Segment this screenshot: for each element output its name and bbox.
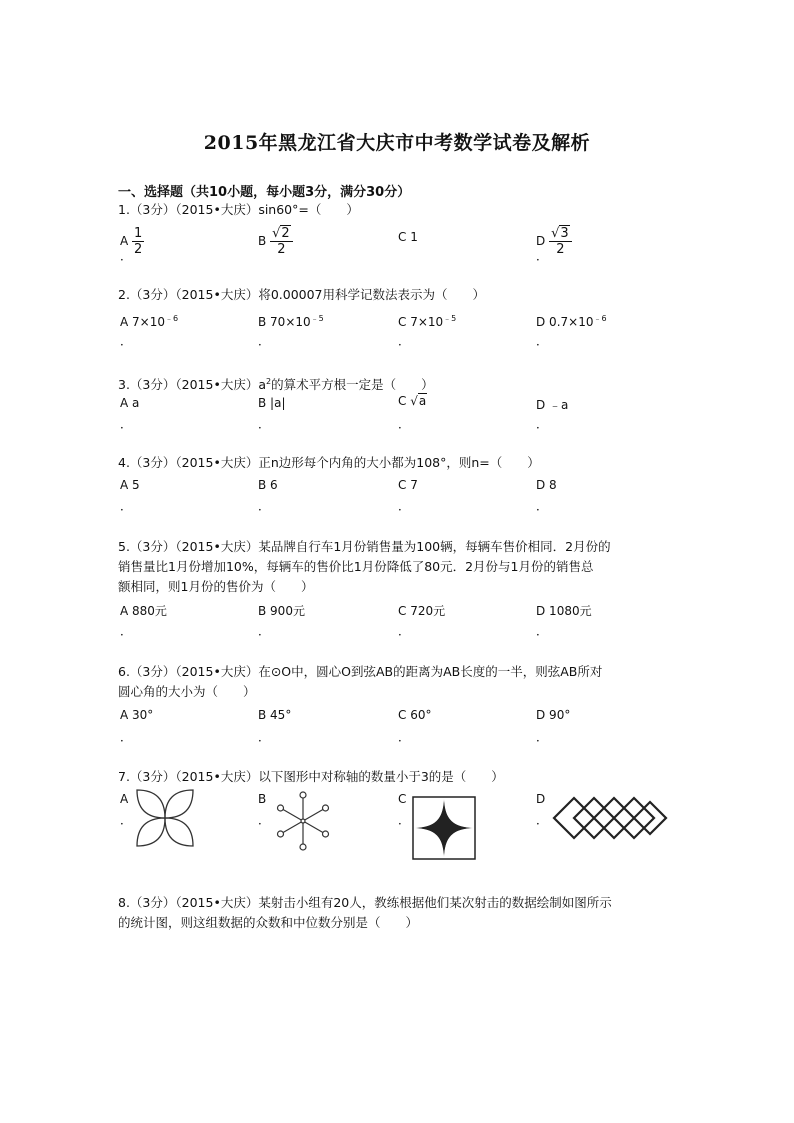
q6-option-b: B 45° — [258, 708, 292, 722]
flower-petal — [137, 790, 165, 818]
exponent: 2 — [265, 377, 272, 386]
option-dot: ． — [398, 334, 411, 348]
page-title: 2015年黑龙江省大庆市中考数学试卷及解析 — [203, 132, 591, 154]
star-arm — [303, 821, 326, 834]
fraction — [132, 226, 144, 257]
option-dot: ． — [536, 249, 549, 263]
option-dot: ． — [120, 249, 133, 263]
option-dot: ． — [258, 499, 271, 513]
q6-option-a: A 30° — [120, 708, 154, 722]
fraction-numerator: 1 — [134, 226, 143, 241]
fraction-denominator: 2 — [134, 242, 143, 257]
star-circle — [278, 805, 284, 811]
star-circle — [323, 805, 329, 811]
option-text: 1 — [410, 230, 418, 244]
option-dot: ． — [258, 730, 271, 744]
q1-option-c — [398, 230, 418, 244]
q5-option-a: A 880元 — [120, 604, 167, 618]
option-dot: ． — [120, 499, 133, 513]
question-6-stem-line1: 6.（3分）（2015•大庆）在⊙O中，圆心O到弦AB的距离为AB长度的一半，则弦AB所对 — [118, 664, 603, 679]
star-center — [301, 819, 305, 823]
q2-option-a — [120, 313, 178, 329]
exponent: ﹣6 — [593, 314, 607, 323]
option-text: D 0.7×10 — [536, 315, 594, 329]
q6-option-d: D 90° — [536, 708, 571, 722]
option-dot: ． — [258, 813, 271, 827]
option-dot: ． — [120, 624, 133, 638]
option-dot: ． — [120, 334, 133, 348]
star-arm — [303, 808, 326, 821]
option-dot: ． — [536, 624, 549, 638]
figure-six-arm-star — [272, 790, 334, 852]
question-6-stem-line2: 圆心角的大小为（ ） — [118, 684, 256, 699]
option-text: A 7×10 — [120, 315, 165, 329]
option-dot: ． — [258, 334, 271, 348]
flower-petal — [137, 818, 165, 846]
fraction-numerator: √3 — [549, 226, 572, 242]
star-circle — [300, 844, 306, 850]
q7-option-b: B — [258, 792, 267, 806]
option-dot: ． — [398, 417, 411, 431]
fraction-numerator: √2 — [270, 226, 293, 242]
star-circle — [278, 831, 284, 837]
option-text: B 70×10 — [258, 315, 311, 329]
q4-option-d: D 8 — [536, 478, 557, 492]
stem-text: 3.（3分）（2015•大庆）a — [118, 377, 266, 393]
question-2-stem: 2.（3分）（2015•大庆）将0.00007用科学记数法表示为（ ） — [118, 287, 486, 302]
star-circle — [323, 831, 329, 837]
q5-option-d: D 1080元 — [536, 604, 592, 618]
option-dot: ． — [258, 417, 271, 431]
figure-four-petal-flower — [133, 786, 197, 850]
option-letter: B — [258, 234, 267, 248]
option-text: C 7×10 — [398, 315, 444, 329]
radicand: 3 — [560, 226, 569, 241]
option-dot: ． — [536, 730, 549, 744]
question-5-stem-line1: 5.（3分）（2015•大庆）某品牌自行车1月份销售量为100辆，每辆车售价相同．2月份的 — [118, 539, 611, 554]
knot-diamond — [634, 802, 666, 834]
q6-option-c: C 60° — [398, 708, 432, 722]
question-1-stem: 1.（3分）（2015•大庆）sin60°=（ ） — [118, 202, 359, 217]
flower-petal — [165, 790, 193, 818]
fraction-denominator: 2 — [556, 242, 565, 257]
question-7-stem: 7.（3分）（2015•大庆）以下图形中对称轴的数量小于3的是（ ） — [118, 769, 504, 784]
star-circle — [300, 792, 306, 798]
question-8-stem-line2: 的统计图，则这组数据的众数和中位数分别是（ ） — [118, 915, 419, 930]
radicand: a — [418, 394, 427, 408]
option-dot: ． — [398, 499, 411, 513]
q7-option-d: D — [536, 792, 546, 806]
q7-option-c: C — [398, 792, 407, 806]
option-letter: A — [120, 234, 129, 248]
option-letter: C — [398, 394, 407, 408]
question-3-stem — [118, 372, 434, 395]
option-letter: C — [398, 230, 407, 244]
option-dot: ． — [536, 334, 549, 348]
question-5-stem-line3: 额相同，则1月份的售价为（ ） — [118, 579, 314, 594]
figure-diamond-knot — [550, 794, 670, 842]
question-4-stem: 4.（3分）（2015•大庆）正n边形每个内角的大小都为108°，则n=（ ） — [118, 455, 540, 470]
star-arm — [281, 808, 304, 821]
exponent: ﹣6 — [164, 314, 179, 323]
q3-option-d: D ﹣a — [536, 398, 569, 412]
option-dot: ． — [536, 813, 549, 827]
question-8-stem-line1: 8.（3分）（2015•大庆）某射击小组有20人，教练根据他们某次射击的数据绘制如图所示 — [118, 895, 612, 910]
option-dot: ． — [536, 417, 549, 431]
option-letter: D — [536, 234, 546, 248]
question-5-stem-line2: 销售量比1月份增加10%，每辆车的售价比1月份降低了80元．2月份与1月份的销售总 — [118, 559, 594, 574]
q3-option-a: A a — [120, 396, 140, 410]
q2-option-c — [398, 313, 456, 329]
option-dot: ． — [536, 499, 549, 513]
option-dot: ． — [120, 730, 133, 744]
q5-option-c: C 720元 — [398, 604, 446, 618]
fraction-denominator: 2 — [277, 242, 286, 257]
q2-option-d — [536, 313, 607, 329]
stem-text: 的算术平方根一定是（ ） — [271, 377, 434, 393]
q7-option-a: A — [120, 792, 129, 806]
q3-option-b: B |a| — [258, 396, 286, 410]
exponent: ﹣5 — [443, 314, 457, 323]
option-dot: ． — [258, 624, 271, 638]
option-dot: ． — [120, 417, 133, 431]
option-dot: ． — [398, 813, 411, 827]
figure-square-star — [412, 796, 476, 860]
section-heading: 一、选择题（共10小题，每小题3分，满分30分） — [118, 185, 411, 200]
q4-option-b: B 6 — [258, 478, 278, 492]
flower-petal — [165, 818, 193, 846]
q5-option-b: B 900元 — [258, 604, 305, 618]
q4-option-c: C 7 — [398, 478, 418, 492]
star-arm — [281, 821, 304, 834]
fraction — [270, 226, 293, 257]
q2-option-b — [258, 313, 324, 329]
radicand: 2 — [281, 226, 290, 241]
option-dot: ． — [398, 730, 411, 744]
option-dot: ． — [120, 813, 133, 827]
q1-option-b — [258, 226, 293, 257]
fraction — [549, 226, 572, 257]
q3-option-c: C √a — [398, 394, 427, 408]
exponent: ﹣5 — [310, 314, 324, 323]
option-dot: ． — [398, 624, 411, 638]
q4-option-a: A 5 — [120, 478, 140, 492]
